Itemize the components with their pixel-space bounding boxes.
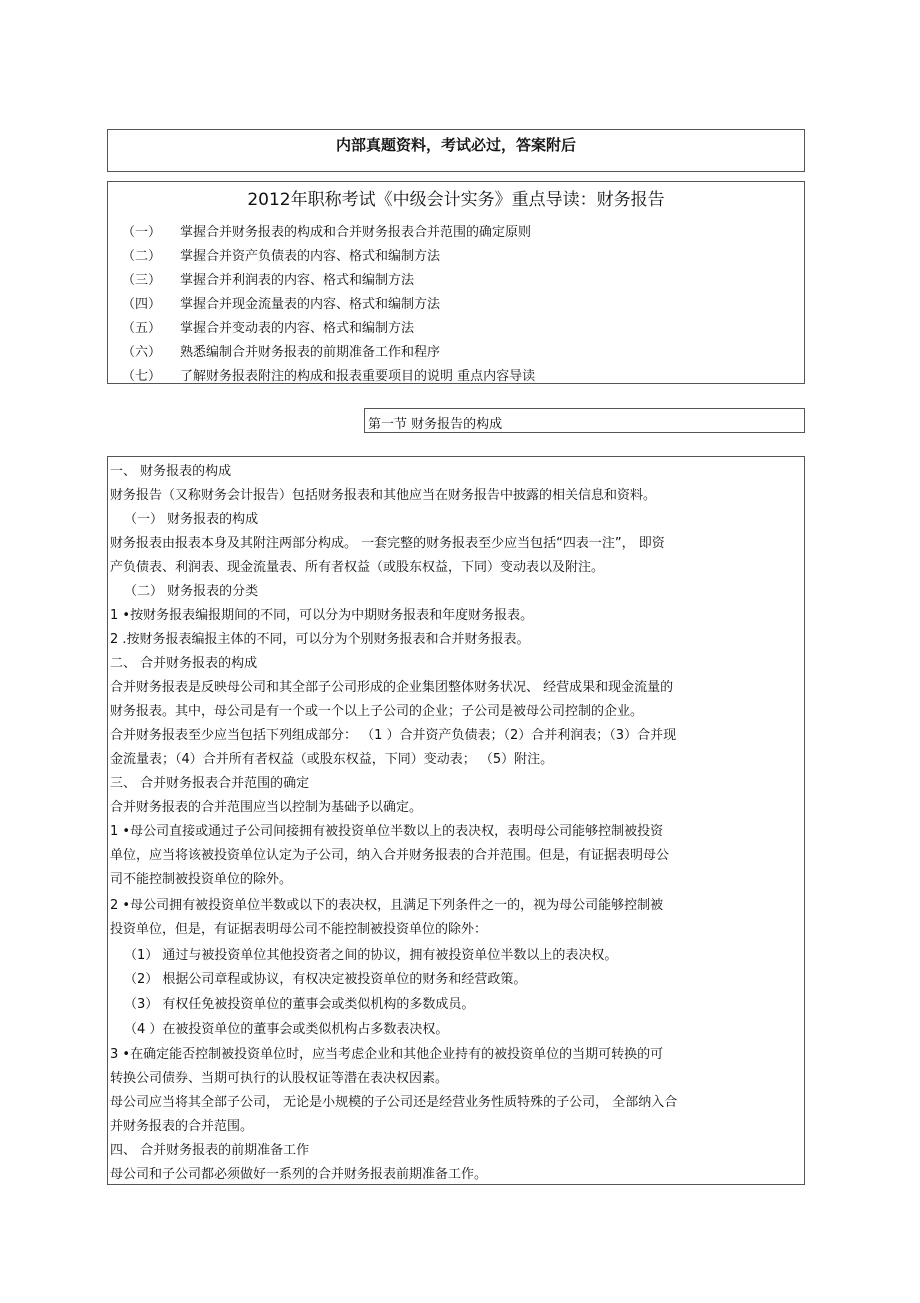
content-line: 并财务报表的合并范围。 [110,1119,254,1134]
content-line: 财务报告（又称财务会计报告）包括财务报表和其他应当在财务报告中披露的相关信息和资料。 [110,488,657,503]
content-line: 四、 合并财务报表的前期准备工作 [110,1143,310,1158]
guide-item-text: 掌握合并变动表的内容、格式和编制方法 [180,321,415,336]
content-line: 合并财务报表的合并范围应当以控制为基础予以确定。 [110,800,423,815]
content-line: 二、 合并财务报表的构成 [110,656,258,671]
content-line: 转换公司债券、当期可执行的认股权证等潜在表决权因素。 [110,1071,449,1086]
guide-item [122,293,440,312]
guide-item-num: （三） [122,273,162,288]
content-line: （1） 通过与被投资单位其他投资者之间的协议，拥有被投资单位半数以上的表决权。 [124,948,618,963]
content-line: 金流量表；（4）合并所有者权益（或股东权益，下同）变动表； （5）附注。 [110,752,554,767]
content-line: 合并财务报表是反映母公司和其全部子公司形成的企业集团整体财务状况、 经营成果和现金流量的 [110,680,674,695]
guide-item-num: （六） [122,345,162,360]
guide-item-num: （五） [122,321,162,336]
content-line: 2 .按财务报表编报主体的不同，可以分为个别财务报表和合并财务报表。 [110,632,530,647]
notice-text: 内部真题资料，考试必过，答案附后 [335,136,576,154]
guide-item [122,365,535,384]
content-line: 母公司应当将其全部子公司， 无论是小规模的子公司还是经营业务性质特殊的子公司， 全部纳入合 [110,1095,678,1110]
guide-item [122,317,414,336]
content-line: 投资单位，但是，有证据表明母公司不能控制被投资单位的除外： [110,922,488,937]
content-line: 单位，应当将该被投资单位认定为子公司，纳入合并财务报表的合并范围。但是，有证据表明母公 [110,848,670,863]
content-line: （4 ）在被投资单位的董事会或类似机构占多数表决权。 [124,1022,449,1037]
guide-item-text: 掌握合并现金流量表的内容、格式和编制方法 [180,297,441,312]
content-line: 母公司和子公司都必须做好一系列的合并财务报表前期准备工作。 [110,1167,488,1182]
guide-item-text: 掌握合并财务报表的构成和合并财务报表合并范围的确定原则 [180,225,532,240]
content-line: 合并财务报表至少应当包括下列组成部分： （1 ）合并资产负债表；（2）合并利润表；（3）合并现 [110,728,677,743]
content-line: （一） 财务报表的构成 [124,512,259,527]
guide-item-text: 熟悉编制合并财务报表的前期准备工作和程序 [180,345,441,360]
content-line: 3 •在确定能否控制被投资单位时，应当考虑企业和其他企业持有的被投资单位的当期可转换的可 [110,1047,664,1062]
content-line: 三、 合并财务报表合并范围的确定 [110,776,310,791]
guide-item [122,245,440,264]
content-line: 2 •母公司拥有被投资单位半数或以下的表决权，且满足下列条件之一的，视为母公司能够控制被 [110,898,664,913]
section-title-box [364,408,805,433]
content-line: 一、 财务报表的构成 [110,464,232,479]
guide-title: 2012年职称考试《中级会计实务》重点导读：财务报告 [247,190,665,210]
guide-item-text: 掌握合并利润表的内容、格式和编制方法 [180,273,415,288]
guide-item-num: （一） [122,225,162,240]
guide-item-text: 了解财务报表附注的构成和报表重要项目的说明 重点内容导读 [180,369,536,384]
content-line: 产负债表、利润表、现金流量表、所有者权益（或股东权益，下同）变动表以及附注。 [110,560,605,575]
content-line: （3） 有权任免被投资单位的董事会或类似机构的多数成员。 [124,997,475,1012]
section-title: 第一节 财务报告的构成 [368,417,503,432]
guide-item-num: （二） [122,249,162,264]
guide-item-num: （四） [122,297,162,312]
guide-item-text: 掌握合并资产负债表的内容、格式和编制方法 [180,249,441,264]
guide-box [107,181,805,384]
guide-item [122,221,531,240]
guide-item [122,341,440,360]
content-line: 司不能控制被投资单位的除外。 [110,872,293,887]
content-line: 财务报表由报表本身及其附注两部分构成。 一套完整的财务报表至少应当包括“四表一注”， 即资 [110,536,665,551]
content-line: 1 •母公司直接或通过子公司间接拥有被投资单位半数以上的表决权，表明母公司能够控制被投资 [110,824,664,839]
notice-box [107,129,805,172]
guide-item [122,269,414,288]
content-line: （二） 财务报表的分类 [124,584,259,599]
content-line: 财务报表。其中，母公司是有一个或一个以上子公司的企业；子公司是被母公司控制的企业。 [110,704,644,719]
content-line: （2） 根据公司章程或协议，有权决定被投资单位的财务和经营政策。 [124,972,527,987]
content-line: 1 •按财务报表编报期间的不同，可以分为中期财务报表和年度财务报表。 [110,608,534,623]
content-box [107,456,805,1185]
guide-item-num: （七） [122,369,162,384]
